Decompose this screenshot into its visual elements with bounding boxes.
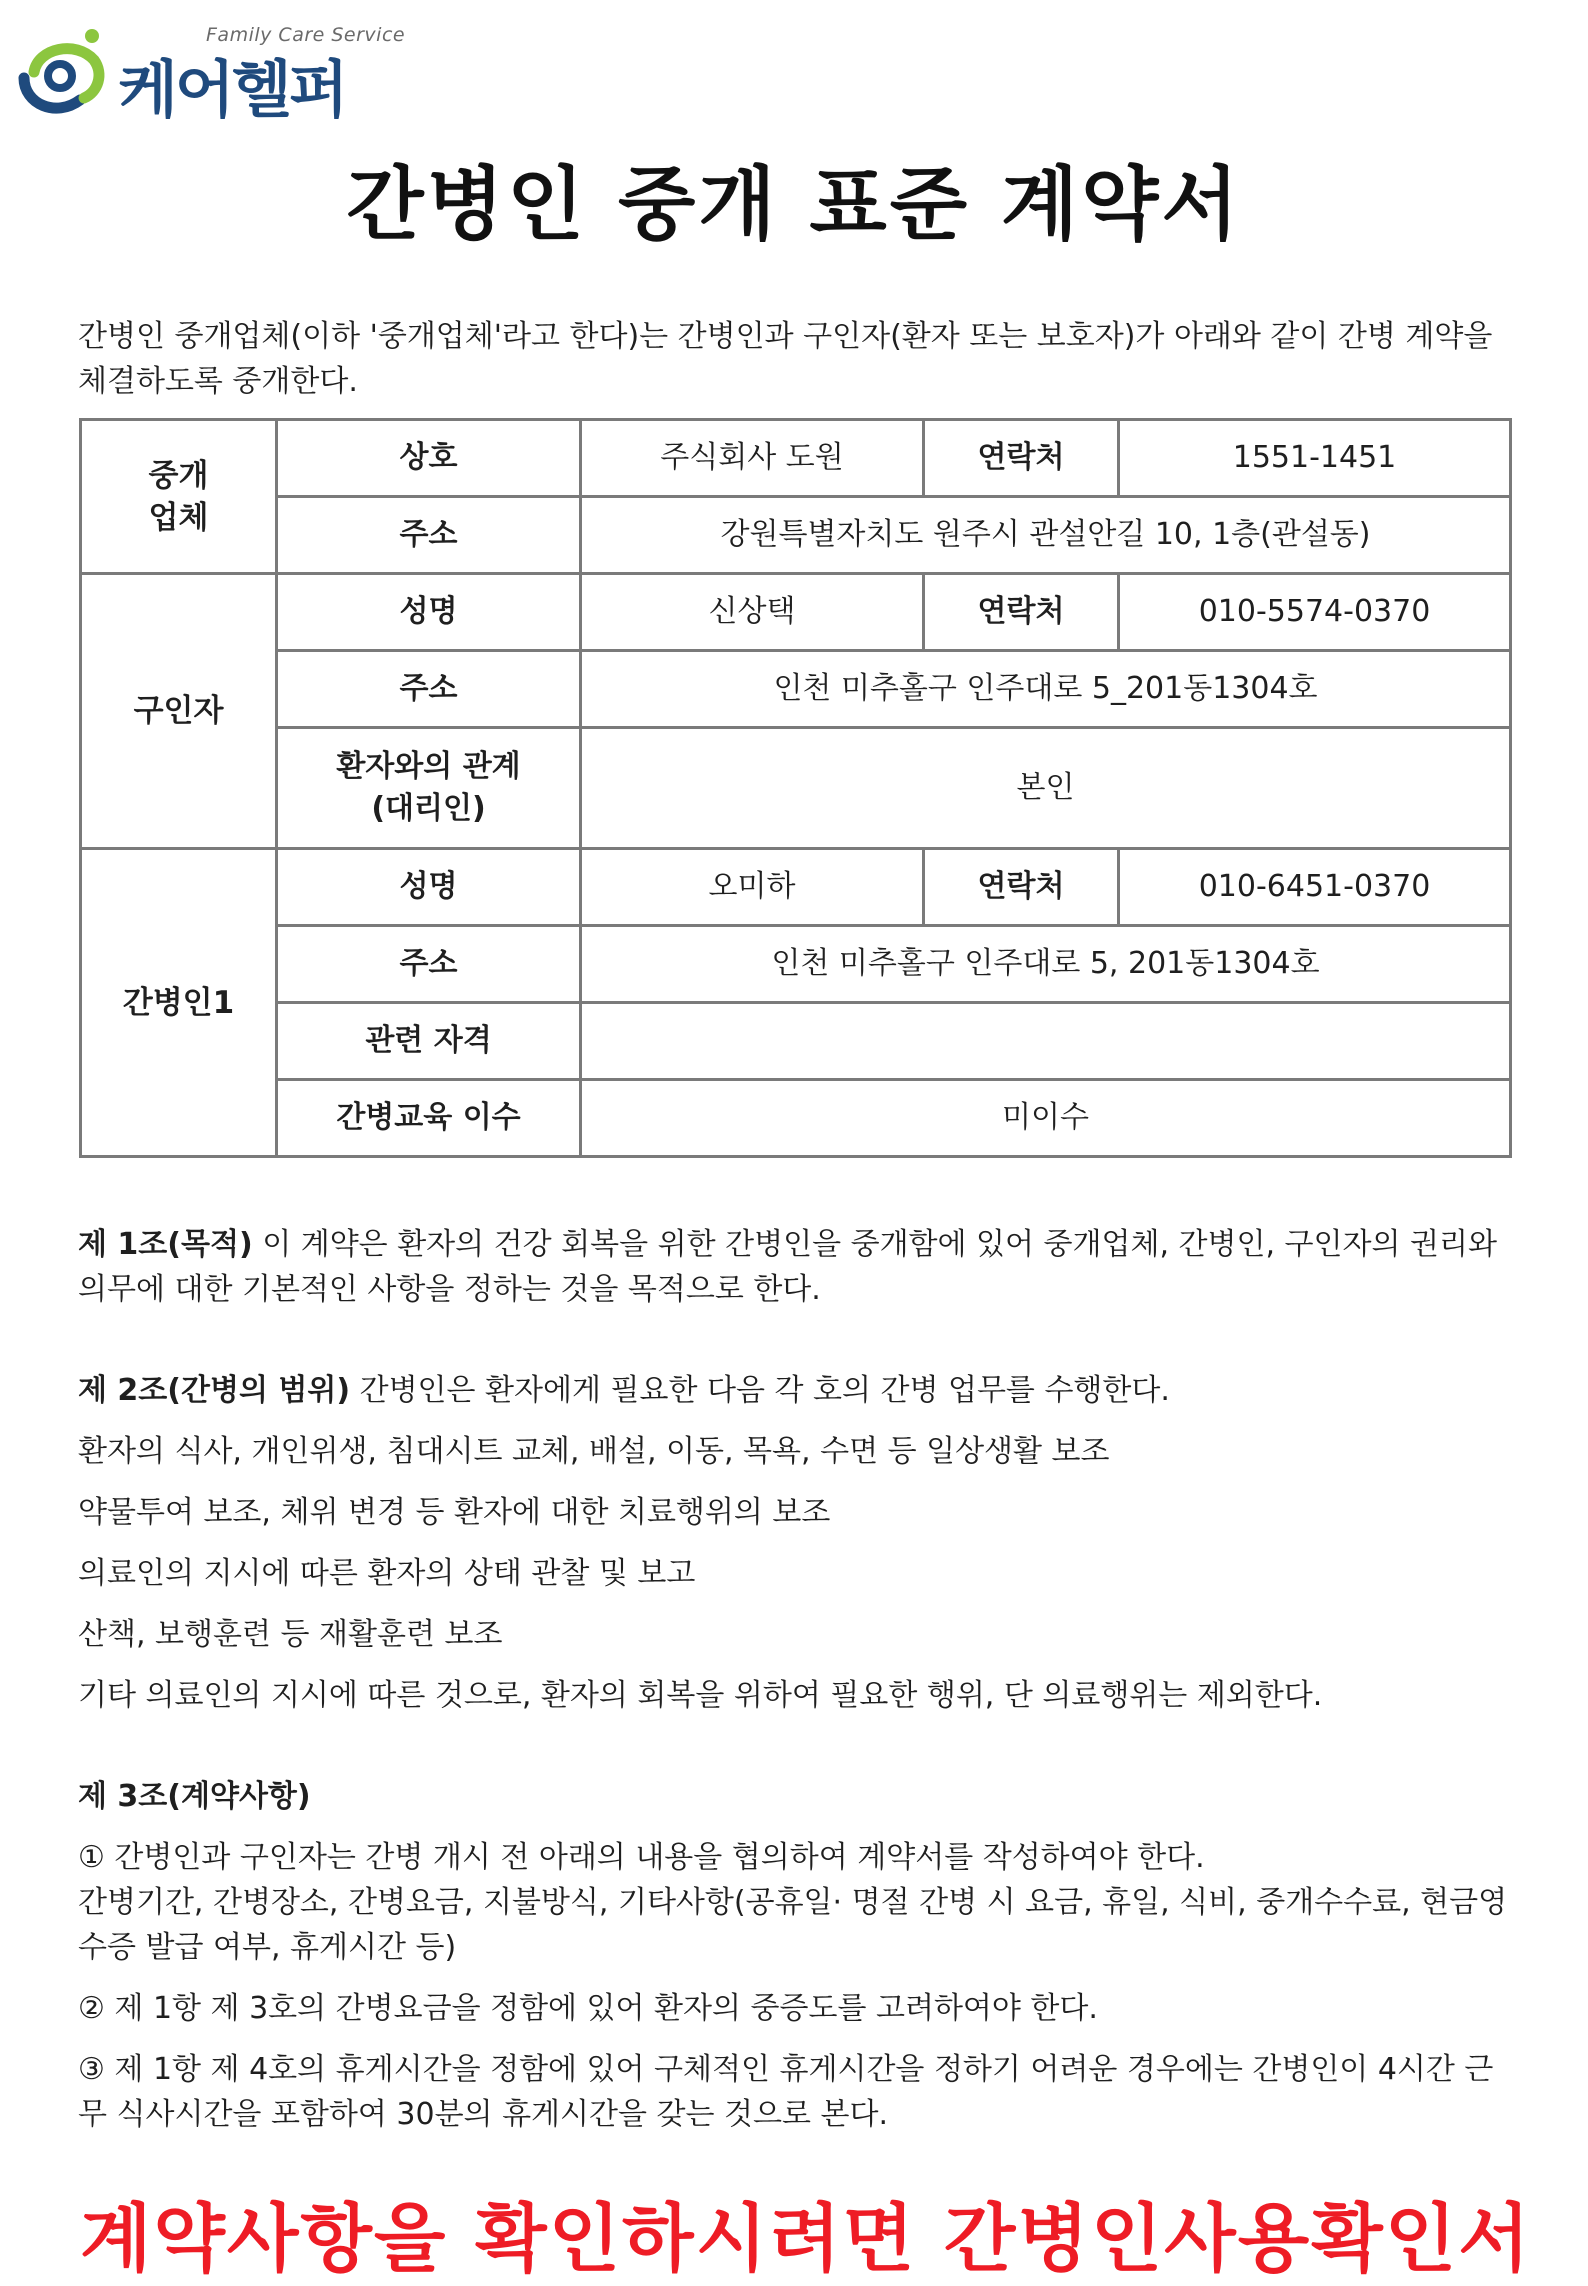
caregiver-qualification-value (581, 1003, 1511, 1080)
agency-address-value: 강원특별자치도 원주시 관설안길 10, 1층(관설동) (581, 497, 1511, 574)
intro-paragraph: 간병인 중개업체(이하 '중개업체'라고 한다)는 간병인과 구인자(환자 또는 보호자)가 아래와 같이 간병 계약을 체결하도록 중개한다. (78, 319, 1493, 399)
table-row (81, 574, 1511, 651)
contract-articles (78, 1222, 1510, 2137)
notice-banner: 계약사항을 확인하시려면 간병인사용확인서 (80, 2196, 1532, 2282)
article-3-title: 제 3조(계약사항) (78, 1779, 311, 1814)
article-1 (78, 1222, 1510, 1312)
client-address-value: 인천 미추홀구 인주대로 5_201동1304호 (581, 651, 1511, 728)
table-row (81, 728, 1511, 849)
list-item: 산책, 보행훈련 등 재활훈련 보조 (78, 1617, 503, 1652)
table-row (81, 497, 1511, 574)
client-name-value: 신상택 (581, 574, 924, 651)
list-item: 약물투여 보조, 체위 변경 등 환자에 대한 치료행위의 보조 (78, 1495, 831, 1530)
client-name-label: 성명 (277, 574, 581, 651)
article-3-clause-3: ③ 제 1항 제 4호의 휴게시간을 정함에 있어 구체적인 휴게시간을 정하기 어려운 경우에는 간병인이 4시간 근무 식사시간을 포함하여 30분의 휴게시간을 갖는 것으로 본다. (78, 2052, 1494, 2132)
article-1-title: 제 1조(목적) (78, 1227, 253, 1262)
client-contact-label: 연락처 (924, 574, 1119, 651)
logo-subtitle: Family Care Service (206, 24, 406, 46)
company-logo (10, 22, 410, 126)
caregiver-contact-value: 010-6451-0370 (1119, 849, 1511, 926)
table-row (81, 420, 1511, 497)
caregiver-name-label: 성명 (277, 849, 581, 926)
client-address-label: 주소 (277, 651, 581, 728)
article-3-clause-1-detail: 간병기간, 간병장소, 간병요금, 지불방식, 기타사항(공휴일· 명절 간병 시 요금, 휴일, 식비, 중개수수료, 현금영수증 발급 여부, 휴게시간 등) (78, 1885, 1508, 1965)
table-row (81, 1080, 1511, 1157)
list-item: 의료인의 지시에 따른 환자의 상태 관찰 및 보고 (78, 1556, 696, 1591)
table-row (81, 849, 1511, 926)
agency-name-label: 상호 (277, 420, 581, 497)
client-contact-value: 010-5574-0370 (1119, 574, 1511, 651)
contract-parties-table (79, 418, 1512, 1158)
article-2 (78, 1368, 1510, 1413)
article-2-title: 제 2조(간병의 범위) (78, 1373, 351, 1408)
client-relation-value: 본인 (581, 728, 1511, 849)
client-relation-label: 환자와의 관계 (대리인) (277, 728, 581, 849)
caregiver-education-label: 간병교육 이수 (277, 1080, 581, 1157)
logo-name: 케어헬퍼 (118, 53, 346, 126)
care-swirl-icon (10, 26, 110, 122)
caregiver-address-value: 인천 미추홀구 인주대로 5, 201동1304호 (581, 926, 1511, 1003)
agency-contact-value: 1551-1451 (1119, 420, 1511, 497)
agency-address-label: 주소 (277, 497, 581, 574)
article-3-clause-2: ② 제 1항 제 3호의 간병요금을 정함에 있어 환자의 중증도를 고려하여야 한다. (78, 1991, 1098, 2026)
list-item: 기타 의료인의 지시에 따른 것으로, 환자의 회복을 위하여 필요한 행위, 단 의료행위는 제외한다. (78, 1678, 1323, 1713)
table-row (81, 926, 1511, 1003)
caregiver-name-value: 오미하 (581, 849, 924, 926)
caregiver-qualification-label: 관련 자격 (277, 1003, 581, 1080)
article-3-clause-1: ① 간병인과 구인자는 간병 개시 전 아래의 내용을 협의하여 계약서를 작성하여야 한다. (78, 1840, 1205, 1875)
article-2-text: 간병인은 환자에게 필요한 다음 각 호의 간병 업무를 수행한다. (350, 1373, 1170, 1408)
table-row (81, 1003, 1511, 1080)
caregiver-address-label: 주소 (277, 926, 581, 1003)
caregiver-group-label: 간병인1 (81, 849, 277, 1157)
agency-name-value: 주식회사 도원 (581, 420, 924, 497)
client-group-label: 구인자 (81, 574, 277, 849)
list-item: 환자의 식사, 개인위생, 침대시트 교체, 배설, 이동, 목욕, 수면 등 일상생활 보조 (78, 1434, 1110, 1469)
agency-group-label: 중개 업체 (81, 420, 277, 574)
article-1-text: 이 계약은 환자의 건강 회복을 위한 간병인을 중개함에 있어 중개업체, 간병인, 구인자의 권리와 의무에 대한 기본적인 사항을 정하는 것을 목적으로 한다. (78, 1227, 1497, 1307)
table-row (81, 651, 1511, 728)
agency-contact-label: 연락처 (924, 420, 1119, 497)
caregiver-contact-label: 연락처 (924, 849, 1119, 926)
document-title: 간병인 중개 표준 계약서 (346, 158, 1242, 251)
caregiver-education-value: 미이수 (581, 1080, 1511, 1157)
